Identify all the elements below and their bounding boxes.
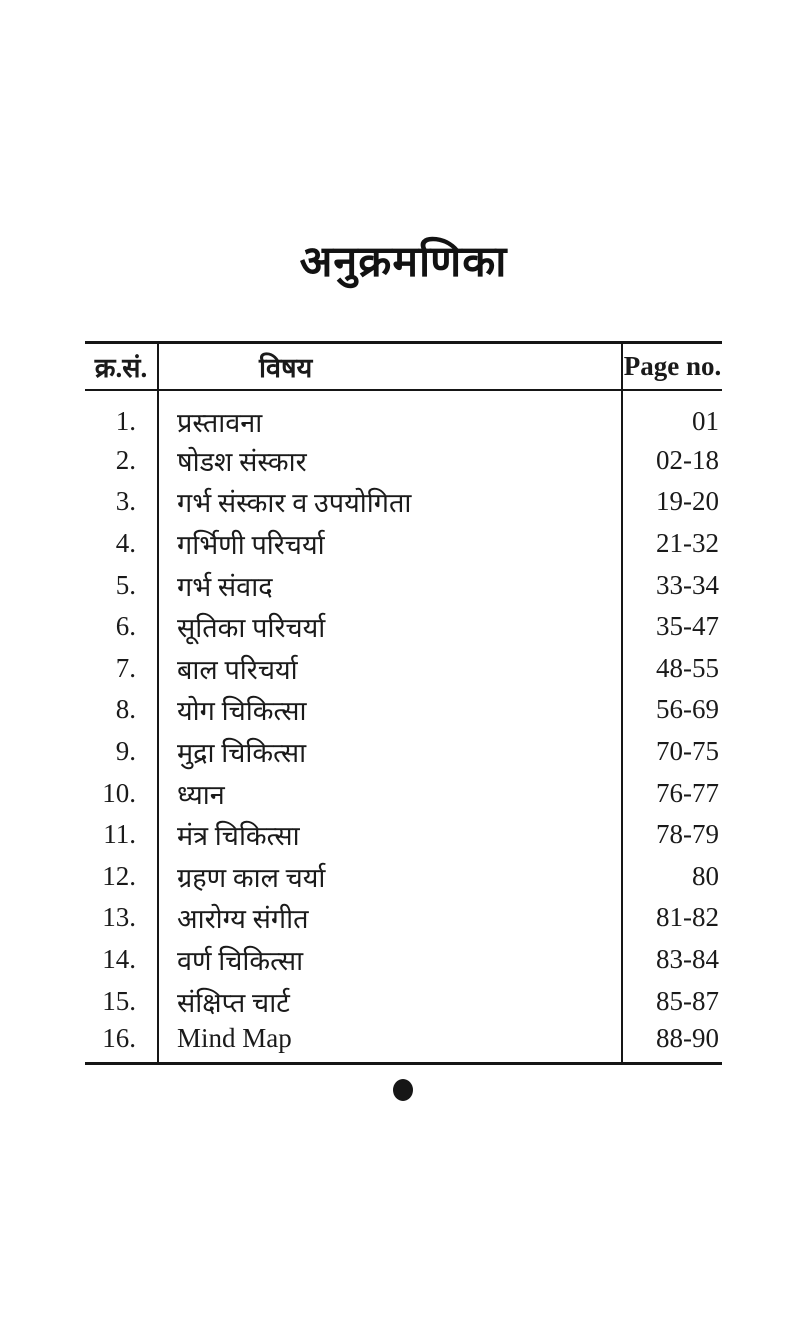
row-subject: गर्भ संवाद: [158, 564, 622, 606]
table-row: [85, 390, 722, 440]
row-subject: संक्षिप्त चार्ट: [158, 980, 622, 1022]
row-serial-number: 16.: [102, 1023, 136, 1054]
row-page-range: 33-34: [656, 569, 719, 600]
row-subject: प्रस्तावना: [158, 390, 622, 440]
row-serial-number: 15.: [102, 985, 136, 1016]
row-serial-number: 2.: [115, 444, 136, 475]
toc-body: [85, 390, 722, 1064]
row-subject: ग्रहण काल चर्या: [158, 855, 622, 897]
row-serial-number: 3.: [115, 486, 136, 517]
row-subject: षोडश संस्कार: [158, 440, 622, 482]
header-subject: विषय: [158, 343, 622, 390]
toc-header-row: [85, 343, 722, 390]
table-row: [85, 980, 722, 1022]
row-page-range: 76-77: [656, 777, 719, 808]
page-title: अनुक्रमणिका: [299, 239, 508, 286]
table-row: [85, 647, 722, 689]
row-serial-number: 5.: [115, 569, 136, 600]
row-serial-number: 13.: [102, 902, 136, 933]
header-serial-number: क्र.सं.: [85, 343, 158, 390]
toc-table: [85, 341, 722, 1065]
row-page-range: 80: [692, 860, 719, 891]
table-row: [85, 731, 722, 773]
row-subject: सूतिका परिचर्या: [158, 606, 622, 648]
row-page-range: 85-87: [656, 985, 719, 1016]
row-serial-number: 12.: [102, 860, 136, 891]
row-serial-number: 6.: [115, 611, 136, 642]
row-subject: ध्यान: [158, 772, 622, 814]
row-subject: योग चिकित्सा: [158, 689, 622, 731]
row-subject: मंत्र चिकित्सा: [158, 814, 622, 856]
row-page-range: 70-75: [656, 735, 719, 766]
row-serial-number: 9.: [115, 735, 136, 766]
row-subject: Mind Map: [158, 1022, 622, 1064]
table-row: [85, 523, 722, 565]
row-page-range: 83-84: [656, 943, 719, 974]
row-page-range: 02-18: [656, 444, 719, 475]
row-page-range: 01: [692, 405, 719, 436]
row-page-range: 35-47: [656, 611, 719, 642]
row-serial-number: 14.: [102, 943, 136, 974]
row-serial-number: 4.: [115, 527, 136, 558]
row-serial-number: 11.: [103, 819, 136, 850]
row-page-range: 78-79: [656, 819, 719, 850]
table-row: [85, 1022, 722, 1064]
row-serial-number: 7.: [115, 652, 136, 683]
table-row: [85, 564, 722, 606]
table-row: [85, 606, 722, 648]
row-subject: गर्भ संस्कार व उपयोगिता: [158, 481, 622, 523]
row-subject: बाल परिचर्या: [158, 647, 622, 689]
row-subject: वर्ण चिकित्सा: [158, 939, 622, 981]
row-serial-number: 10.: [102, 777, 136, 808]
row-page-range: 48-55: [656, 652, 719, 683]
table-row: [85, 814, 722, 856]
header-page-no: Page no.: [622, 343, 722, 390]
row-page-range: 21-32: [656, 527, 719, 558]
table-row: [85, 939, 722, 981]
table-row: [85, 440, 722, 482]
table-row: [85, 689, 722, 731]
row-subject: मुद्रा चिकित्सा: [158, 731, 622, 773]
row-page-range: 56-69: [656, 694, 719, 725]
row-serial-number: 8.: [115, 694, 136, 725]
table-row: [85, 855, 722, 897]
section-end-dot-icon: [393, 1079, 413, 1101]
table-row: [85, 481, 722, 523]
row-page-range: 81-82: [656, 902, 719, 933]
row-subject: आरोग्य संगीत: [158, 897, 622, 939]
row-page-range: 19-20: [656, 486, 719, 517]
row-serial-number: 1.: [115, 405, 136, 436]
table-row: [85, 897, 722, 939]
table-row: [85, 772, 722, 814]
row-page-range: 88-90: [656, 1023, 719, 1054]
row-subject: गर्भिणी परिचर्या: [158, 523, 622, 565]
